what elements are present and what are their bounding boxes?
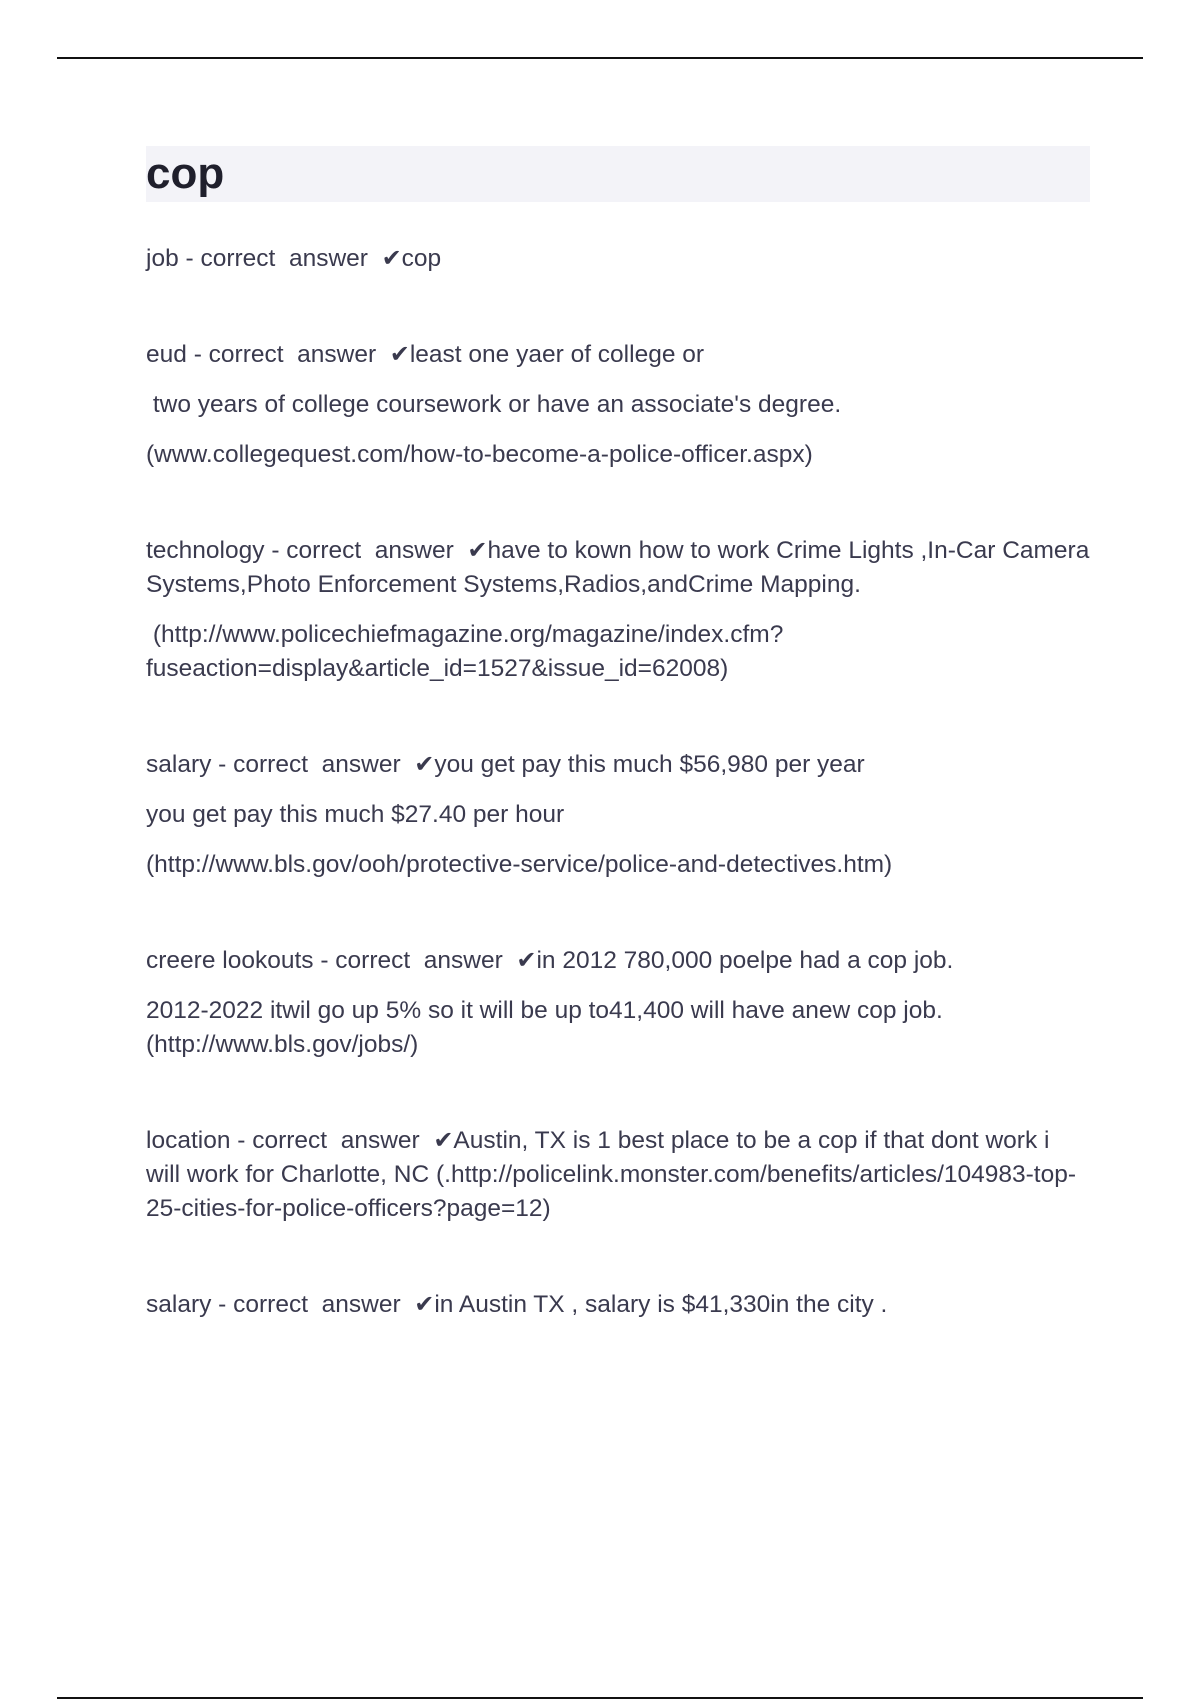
entry-separator: - correct answer bbox=[230, 1127, 434, 1154]
entry-line bbox=[146, 1288, 1090, 1322]
entry-line bbox=[146, 338, 1090, 372]
document-body bbox=[146, 146, 1097, 1384]
entry-source: (www.collegequest.com/how-to-become-a-police-officer.aspx) bbox=[146, 441, 813, 468]
entry-answer: in Austin TX , salary is $41,330in the city . bbox=[434, 1291, 888, 1318]
checkmark-icon: ✔ bbox=[467, 537, 488, 564]
entry-technology bbox=[146, 534, 1097, 686]
entry-career-outlook bbox=[146, 944, 1090, 1062]
entry-answer: in 2012 780,000 poelpe had a cop job. bbox=[536, 947, 954, 974]
bottom-rule bbox=[57, 1697, 1143, 1699]
entry-separator: - correct answer bbox=[178, 245, 382, 272]
entry-separator: - correct answer bbox=[211, 751, 415, 778]
entry-salary-city bbox=[146, 1288, 1090, 1322]
entry-line bbox=[146, 748, 1090, 782]
entry-separator: - correct answer bbox=[211, 1291, 415, 1318]
entry-eud bbox=[146, 338, 1090, 472]
checkmark-icon: ✔ bbox=[433, 1127, 454, 1154]
entry-salary bbox=[146, 748, 1090, 882]
checkmark-icon: ✔ bbox=[414, 751, 435, 778]
entry-term: location bbox=[146, 1127, 231, 1154]
entry-line bbox=[146, 534, 1097, 602]
entry-term: salary bbox=[146, 751, 212, 778]
entry-line bbox=[146, 242, 1090, 276]
entry-line bbox=[146, 944, 1090, 978]
entry-term: eud bbox=[146, 341, 187, 368]
entry-paragraph: you get pay this much $27.40 per hour bbox=[146, 801, 565, 828]
entry-term: creere lookouts bbox=[146, 947, 314, 974]
entry-separator: - correct answer bbox=[264, 537, 468, 564]
entry-location bbox=[146, 1124, 1090, 1226]
entry-answer: cop bbox=[401, 245, 442, 272]
entry-term: job bbox=[146, 245, 179, 272]
entry-paragraph: 2012-2022 itwil go up 5% so it will be up to41,400 will have anew cop job. (http://www.bls.gov/jobs/) bbox=[146, 997, 950, 1058]
entry-term: salary bbox=[146, 1291, 212, 1318]
entry-separator: - correct answer bbox=[313, 947, 517, 974]
entry-term: technology bbox=[146, 537, 265, 564]
checkmark-icon: ✔ bbox=[389, 341, 410, 368]
entry-job bbox=[146, 242, 1090, 276]
title-bar bbox=[146, 146, 1090, 202]
entry-answer: you get pay this much $56,980 per year bbox=[434, 751, 865, 778]
entry-paragraph: two years of college coursework or have an associate's degree. bbox=[146, 391, 842, 418]
top-rule bbox=[57, 57, 1143, 59]
entry-line bbox=[146, 1124, 1090, 1226]
checkmark-icon: ✔ bbox=[381, 245, 402, 272]
checkmark-icon: ✔ bbox=[414, 1291, 435, 1318]
entry-source: (http://www.bls.gov/ooh/protective-service/police-and-detectives.htm) bbox=[146, 851, 893, 878]
entry-separator: - correct answer bbox=[186, 341, 390, 368]
entry-source: (http://www.policechiefmagazine.org/magazine/index.cfm?fuseaction=display&article_id=1527&issue_id=62008) bbox=[146, 621, 784, 682]
entry-answer: have to kown how to work Crime Lights ,In-Car Camera Systems,Photo Enforcement Systems,Radios,andCrime Mapping. bbox=[146, 537, 1097, 598]
page-title: cop bbox=[146, 149, 225, 198]
entry-answer: least one yaer of college or bbox=[409, 341, 705, 368]
entry-answer: Austin, TX is 1 best place to be a cop if that dont work i will work for Charlotte, NC (.http://policelink.monster.com/benefits/articles/104983-top-25-cities-for-police-officers?page=12) bbox=[146, 1127, 1077, 1222]
checkmark-icon: ✔ bbox=[516, 947, 537, 974]
